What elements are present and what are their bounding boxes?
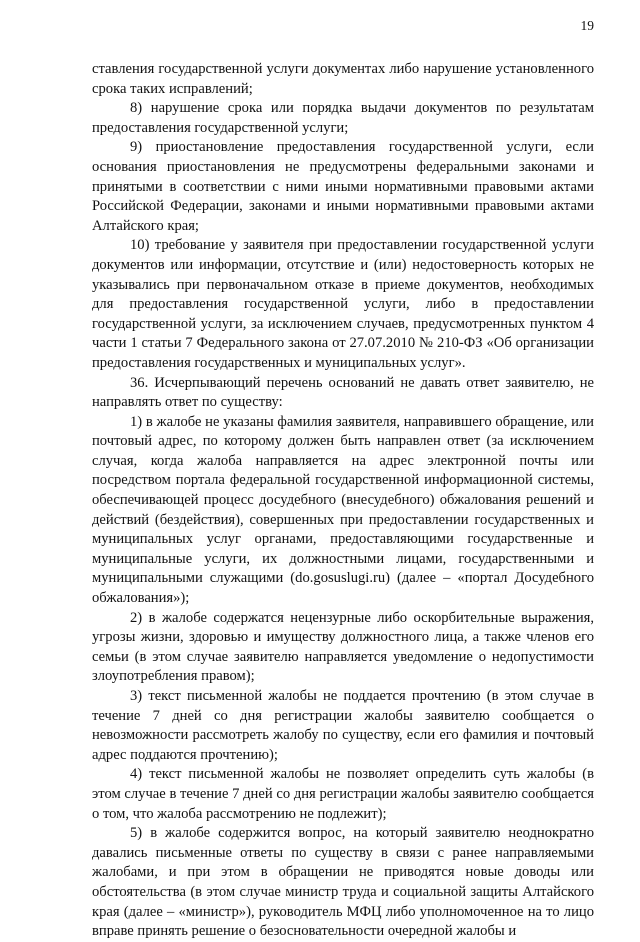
paragraph-item-3: 3) текст письменной жалобы не поддается прочтению (в этом случае в течение 7 дней со дня регистрации жалобы заявителю сообщается о невозможности рассмотреть жалобу по существу, если его фамилия и почтовый адрес поддаются прочтению);	[92, 688, 594, 763]
paragraph-item-10: 10) требование у заявителя при предоставлении государственной услуги документов или информации, отсутствие и (или) недостоверность которых не указывались при первоначальном отказе в приеме документов, необходимых для предоставления государственной услуги, либо в предоставлении государственной услуги, за исключением случаев, предусмотренных пунктом 4 части 1 статьи 7 Федерального закона от 27.07.2010 № 210-ФЗ «Об организации предоставления государственных и муниципальных услуг».	[92, 237, 594, 371]
paragraph-section-36: 36. Исчерпывающий перечень оснований не давать ответ заявителю, не направлять ответ по существу:	[92, 374, 594, 411]
document-body	[92, 60, 594, 942]
page-number: 19	[580, 18, 594, 33]
paragraph-item-9: 9) приостановление предоставления государственной услуги, если основания приостановления не предусмотрены федеральными законами и принятыми в соответствии с ними иными нормативными правовыми актами Российской Федерации, законами и иными нормативными правовыми актами Алтайского края;	[92, 139, 594, 234]
paragraph-item-5: 5) в жалобе содержится вопрос, на который заявителю неоднократно давались письменные ответы по существу в связи с ранее направляемыми жалобами, и при этом в обращении не приводятся новые доводы или обстоятельства (в этом случае министр труда и социальной защиты Алтайского края (далее – «министр»), руководитель МФЦ либо уполномоченное на то лицо вправе принять решение о безосновательности очередной жалобы и	[92, 825, 594, 940]
paragraph-item-4: 4) текст письменной жалобы не позволяет определить суть жалобы (в этом случае в течение 7 дней со дня регистрации жалобы заявителю сообщается о том, что жалоба рассмотрению не подлежит);	[92, 766, 594, 822]
paragraph-item-8: 8) нарушение срока или порядка выдачи документов по результатам предоставления государственной услуги;	[92, 100, 594, 136]
paragraph-continuation: ставления государственной услуги документах либо нарушение установленного срока таких исправлений;	[92, 61, 594, 97]
paragraph-item-2: 2) в жалобе содержатся нецензурные либо оскорбительные выражения, угрозы жизни, здоровью и имуществу должностного лица, а также членов его семьи (в этом случае заявителю направляется уведомление о недопустимости злоупотребления правом);	[92, 609, 594, 685]
paragraph-item-1: 1) в жалобе не указаны фамилия заявителя, направившего обращение, или почтовый адрес, по которому должен быть направлен ответ (за исключением случая, когда жалоба направляется на адрес электронной почты или посредством портала федеральной государственной информационной системы, обеспечивающей процесс досудебного (внесудебного) обжалования решений и действий (бездействия), совершенных при предоставлении государственных и муниципальных услуг органами, предоставляющими государственные и муниципальные услуги, их должностными лицами, государственными и муниципальными служащими (do.gosuslugi.ru) (далее – «портал Досудебного обжалования»);	[92, 413, 594, 607]
